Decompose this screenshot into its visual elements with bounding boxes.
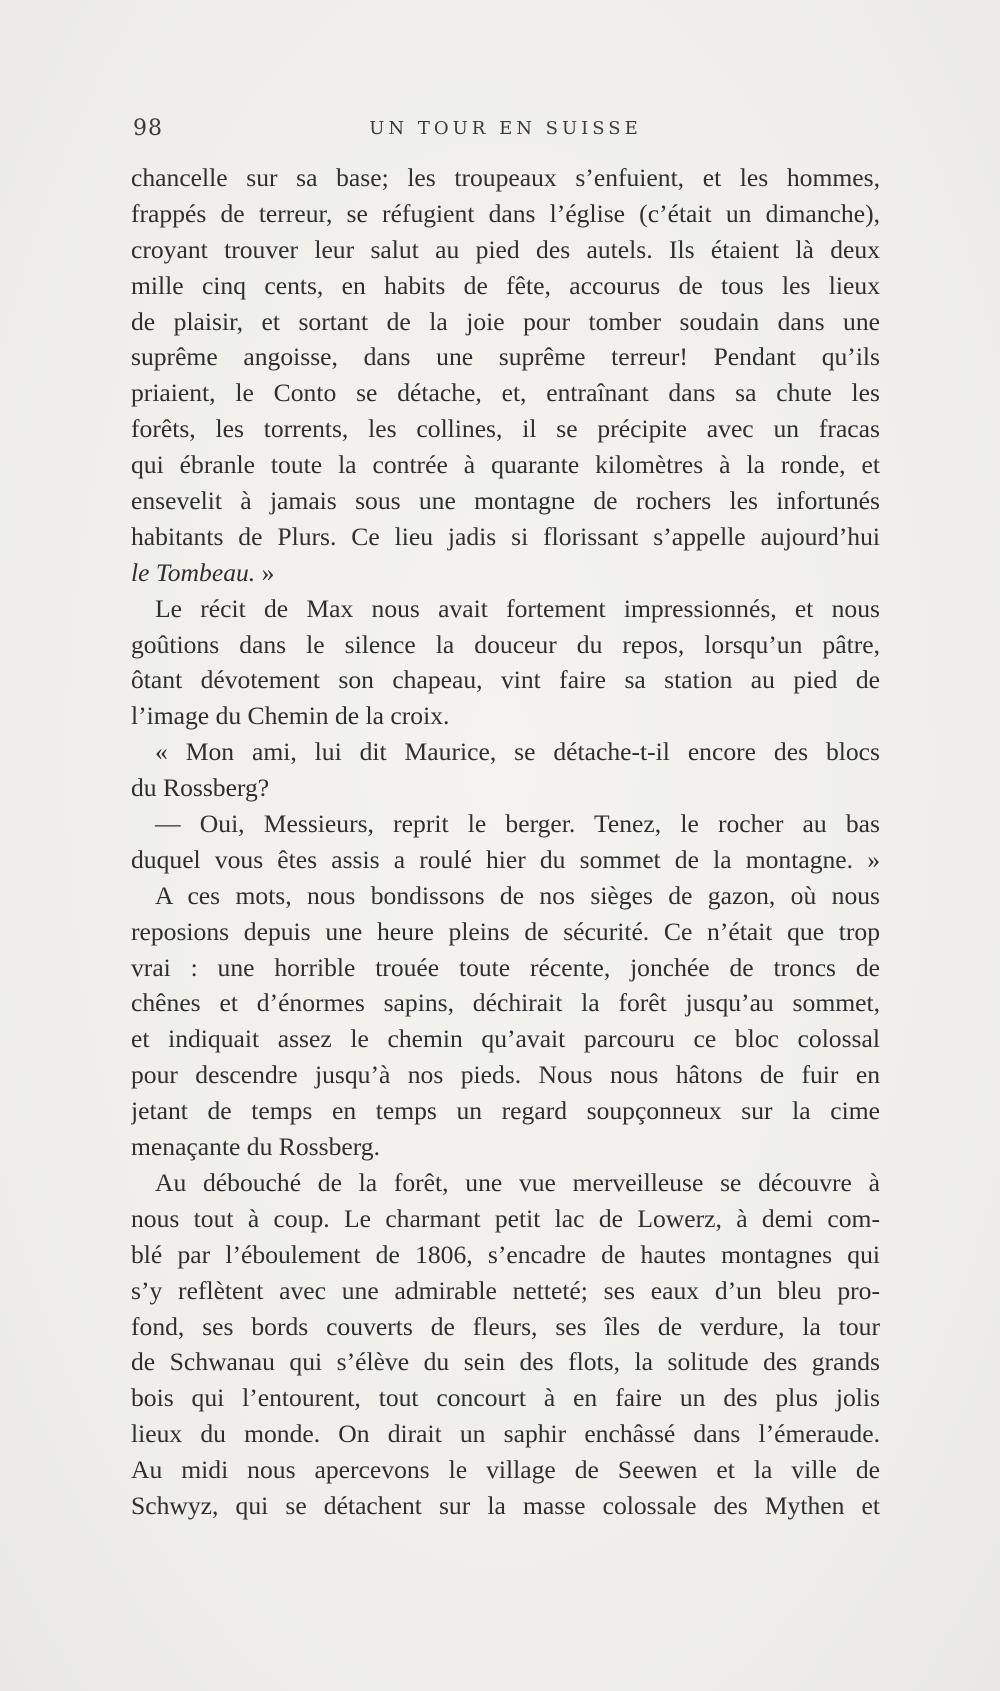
paragraph-start: « Mon ami, lui dit Maurice, se détache-t-il encore des blocs xyxy=(155,737,880,767)
text-line: goûtions dans le silence la douceur du repos, lorsqu’un pâtre, xyxy=(131,629,880,659)
text-line: reposions depuis une heure pleins de sécurité. Ce n’était que trop xyxy=(131,916,880,946)
paragraph-start: Au débouché de la forêt, une vue merveilleuse se découvre à xyxy=(155,1167,880,1197)
text-line: et indiquait assez le chemin qu’avait parcouru ce bloc colossal xyxy=(131,1024,880,1054)
text-line: de Schwanau qui s’élève du sein des flots, la solitude des grands xyxy=(131,1347,880,1377)
text-line-italic xyxy=(131,555,880,591)
paragraph-start: — Oui, Messieurs, reprit le berger. Tenez, le rocher au bas xyxy=(155,809,880,839)
text-line: qui ébranle toute la contrée à quarante kilomètres à la ronde, et xyxy=(131,450,880,480)
text-line: croyant trouver leur salut au pied des autels. Ils étaient là deux xyxy=(131,234,880,264)
text-line: Au midi nous apercevons le village de Seewen et la ville de xyxy=(131,1455,880,1485)
text-line: suprême angoisse, dans une suprême terreur! Pendant qu’ils xyxy=(131,342,880,372)
paragraph-start: A ces mots, nous bondissons de nos sièges de gazon, où nous xyxy=(155,880,880,910)
text-line: habitants de Plurs. Ce lieu jadis si florissant s’appelle aujourd’hui xyxy=(131,521,880,551)
text-line: bois qui l’entourent, tout concourt à en faire un des plus jolis xyxy=(131,1383,880,1413)
text-line: vrai : une horrible trouée toute récente, jonchée de troncs de xyxy=(131,952,880,982)
text-line: blé par l’éboulement de 1806, s’encadre de hautes montagnes qui xyxy=(131,1239,880,1269)
running-title: UN TOUR EN SUISSE xyxy=(369,118,642,139)
text-line: frappés de terreur, se réfugient dans l’église (c’était un dimanche), xyxy=(131,198,880,228)
text-line: lieux du monde. On dirait un saphir enchâssé dans l’émeraude. xyxy=(131,1419,880,1449)
closing-quote: » xyxy=(255,557,275,587)
text-line: menaçante du Rossberg. xyxy=(131,1132,381,1162)
text-line: mille cinq cents, en habits de fête, accourus de tous les lieux xyxy=(131,270,880,300)
text-line: du Rossberg? xyxy=(131,773,270,803)
text-line: s’y reflètent avec une admirable netteté; ses eaux d’un bleu pro- xyxy=(131,1275,880,1305)
text-line: ôtant dévotement son chapeau, vint faire sa station au pied de xyxy=(131,665,880,695)
text-line: jetant de temps en temps un regard soupçonneux sur la cime xyxy=(131,1096,880,1126)
text-line: Schwyz, qui se détachent sur la masse colossale des Mythen et xyxy=(131,1490,880,1520)
text-line: forêts, les torrents, les collines, il se précipite avec un fracas xyxy=(131,414,880,444)
text-line: priaient, le Conto se détache, et, entraînant dans sa chute les xyxy=(131,378,880,408)
running-head xyxy=(131,116,880,146)
text-line: fond, ses bords couverts de fleurs, ses îles de verdure, la tour xyxy=(131,1311,880,1341)
page-number: 98 xyxy=(133,116,163,141)
text-line: chancelle sur sa base; les troupeaux s’enfuient, et les hommes, xyxy=(131,163,880,192)
text-line: pour descendre jusqu’à nos pieds. Nous nous hâtons de fuir en xyxy=(131,1060,880,1090)
paragraph-start: Le récit de Max nous avait fortement impressionnés, et nous xyxy=(155,593,880,623)
text-line: nous tout à coup. Le charmant petit lac de Lowerz, à demi com- xyxy=(131,1203,880,1233)
italic-phrase: le Tombeau. xyxy=(131,557,256,587)
body-text xyxy=(131,160,880,1524)
text-line: l’image du Chemin de la croix. xyxy=(131,701,450,731)
text-line: ensevelit à jamais sous une montagne de rochers les infortunés xyxy=(131,486,880,516)
text-line: duquel vous êtes assis a roulé hier du sommet de la montagne. » xyxy=(131,844,880,874)
text-line: de plaisir, et sortant de la joie pour tomber soudain dans une xyxy=(131,306,880,336)
text-line: chênes et d’énormes sapins, déchirait la forêt jusqu’au sommet, xyxy=(131,988,880,1018)
